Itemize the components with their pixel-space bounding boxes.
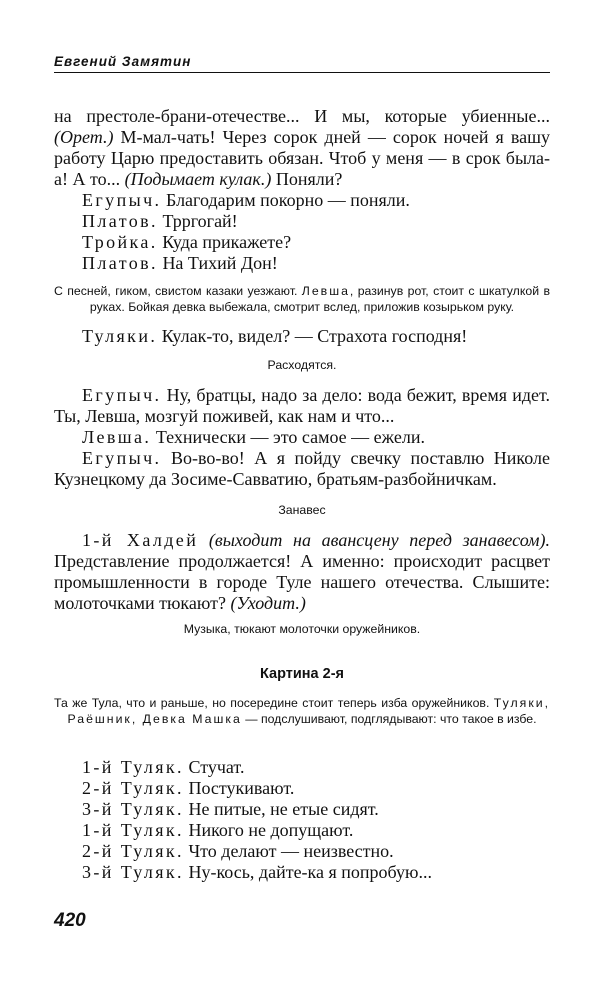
speaker-name: Платов. xyxy=(82,253,158,273)
dialogue-text: Кулак-то, видел? — Страхота господня! xyxy=(157,326,468,346)
speaker-name: Егупыч. xyxy=(82,448,162,468)
dialogue-line xyxy=(54,211,550,232)
stage-direction xyxy=(54,283,550,315)
text-run: , разинув рот, стоит с шкатулкой в руках. Бойкая девка выбежала, смотрит вслед, приложив козырьком руку. xyxy=(89,284,550,314)
dialogue-line xyxy=(54,190,550,211)
dialogue-text: Благодарим покорно — поняли. xyxy=(161,190,410,210)
dialogue-line xyxy=(54,778,550,799)
stage-direction-inline: (Подымает кулак.) xyxy=(124,169,272,189)
dialogue-line xyxy=(54,326,550,347)
dialogue-text: Не питые, не етые сидят. xyxy=(183,799,379,819)
dialogue-line xyxy=(54,232,550,253)
stage-direction xyxy=(54,695,550,727)
dialogue-text: Во-во-во! А я пойду свечку поставлю Николе Кузнецкому да Зосиме-Савватию, братьям-разбойничкам. xyxy=(54,448,550,489)
dialogue-text: Куда прикажете? xyxy=(157,232,292,252)
dialogue-line xyxy=(54,253,550,274)
dialogue-line xyxy=(54,385,550,427)
character-name: Левша xyxy=(301,284,350,298)
stage-direction-inline: (Уходит.) xyxy=(230,593,306,613)
dialogue-text: Представление продолжается! А именно: происходит расцвет промышленности в городе Туле нашего отечества. Слышите: молоточками тюкают? xyxy=(54,551,550,613)
dialogue-text: Никого не допущают. xyxy=(183,820,354,840)
character-names: Туляки, Раёшник, Девка Машка xyxy=(67,696,550,726)
stage-direction-curtain: Занавес xyxy=(278,503,326,517)
speaker-name: 2-й Туляк. xyxy=(82,778,184,798)
dialogue-text: Технически — это самое — ежели. xyxy=(151,427,425,447)
dialogue-line xyxy=(54,448,550,490)
text-run: С песней, гиком, свистом казаки уезжают. xyxy=(54,284,302,298)
dialogue-text: Ну, братцы, надо за дело: вода бежит, время идет. Ты, Левша, мозгуй поживей, как нам и что... xyxy=(54,385,550,426)
speaker-name: Егупыч. xyxy=(82,385,162,405)
dialogue-text: Ну-кось, дайте-ка я попробую... xyxy=(183,862,432,882)
dialogue-line xyxy=(54,820,550,841)
stage-direction: Расходятся. xyxy=(267,358,337,372)
dialogue-text: Стучат. xyxy=(183,757,245,777)
text-run: Поняли? xyxy=(271,169,343,189)
speaker-name: 1-й Туляк. xyxy=(82,820,184,840)
dialogue-line xyxy=(54,841,550,862)
dialogue-line xyxy=(54,799,550,820)
text-run: — подслушивают, подглядывают: что такое в избе. xyxy=(241,712,537,726)
speaker-name: 3-й Туляк. xyxy=(82,799,184,819)
stage-direction-inline: (выходит на авансцену перед занавесом). xyxy=(198,530,550,550)
stage-direction: Музыка, тюкают молоточки оружейников. xyxy=(183,622,421,636)
dialogue-text: Что делают — неизвестно. xyxy=(183,841,394,861)
stage-direction-inline: (Орет.) xyxy=(54,127,114,147)
dialogue-line xyxy=(54,427,550,448)
paragraph-monologue xyxy=(54,106,550,190)
speaker-name: 1-й Туляк. xyxy=(82,757,184,777)
dialogue-block xyxy=(54,757,550,883)
speaker-name: Тройка. xyxy=(82,232,158,252)
dialogue-text: Постукивают. xyxy=(183,778,295,798)
page-body xyxy=(54,106,550,883)
dialogue-line xyxy=(54,530,550,614)
speaker-name: 1-й Халдей xyxy=(82,530,199,550)
page-number: 420 xyxy=(54,910,86,931)
scene-title: Картина 2-я xyxy=(260,666,344,682)
speaker-name: 2-й Туляк. xyxy=(82,841,184,861)
speaker-name: 3-й Туляк. xyxy=(82,862,184,882)
speaker-name: Платов. xyxy=(82,211,158,231)
text-run: Та же Тула, что и раньше, но посередине стоит теперь изба оружейников. xyxy=(54,696,494,710)
running-title: Евгений Замятин xyxy=(54,54,192,69)
running-header xyxy=(54,54,550,73)
speaker-name: Егупыч. xyxy=(82,190,162,210)
dialogue-text: Трргогай! xyxy=(157,211,238,231)
text-run: на престоле-брани-отечестве... И мы, которые убиенные... xyxy=(54,106,550,126)
dialogue-line xyxy=(54,862,550,883)
text-run: М-мал-чать! Через сорок дней — сорок ночей я вашу работу Царю предоставить обязан. Чтоб у меня — в срок была-а! А то... xyxy=(54,127,550,189)
dialogue-text: На Тихий Дон! xyxy=(157,253,278,273)
dialogue-line xyxy=(54,757,550,778)
speaker-name: Левша. xyxy=(82,427,152,447)
speaker-name: Туляки. xyxy=(82,326,158,346)
